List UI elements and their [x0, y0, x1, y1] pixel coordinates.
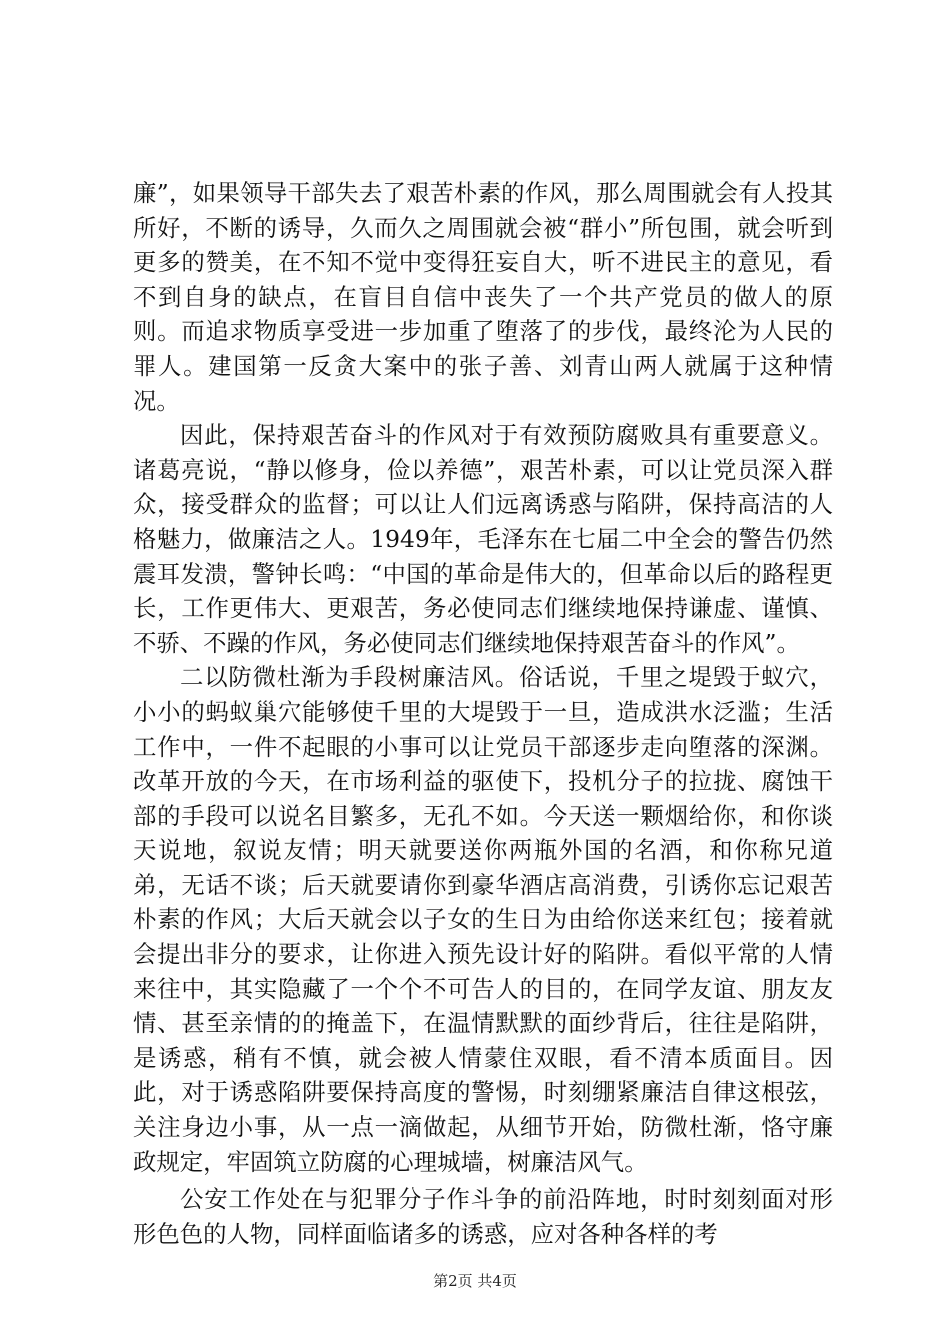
document-body [133, 176, 833, 1251]
paragraph-2: 因此，保持艰苦奋斗的作风对于有效预防腐败具有重要意义。诸葛亮说，“静以修身，俭以养德”，艰苦朴素，可以让党员深入群众，接受群众的监督；可以让人们远离诱惑与陷阱，保持高洁的人格魅力，做廉洁之人。1949年，毛泽东在七届二中全会的警告仍然震耳发溃，警钟长鸣：“中国的革命是伟大的，但革命以后的路程更长，工作更伟大、更艰苦，务必使同志们继续地保持谦虚、谨慎、不骄、不躁的作风，务必使同志们继续地保持艰苦奋斗的作风”。 [133, 421, 833, 657]
paragraph-4: 公安工作处在与犯罪分子作斗争的前沿阵地，时时刻刻面对形形色色的人物，同样面临诸多的诱惑，应对各种各样的考 [133, 1185, 833, 1248]
page-footer: 第2页 共4页 [433, 1272, 517, 1290]
paragraph-1: 廉”，如果领导干部失去了艰苦朴素的作风，那么周围就会有人投其所好，不断的诱导，久而久之周围就会被“群小”所包围，就会听到更多的赞美，在不知不觉中变得狂妄自大，听不进民主的意见，看不到自身的缺点，在盲目自信中丧失了一个共产党员的做人的原则。而追求物质享受进一步加重了堕落了的步伐，最终沦为人民的罪人。建国第一反贪大案中的张子善、刘青山两人就属于这种情况。 [133, 179, 833, 415]
paragraph-3: 二以防微杜渐为手段树廉洁风。俗话说，千里之堤毁于蚁穴，小小的蚂蚁巢穴能够使千里的大堤毁于一旦，造成洪水泛滥；生活工作中，一件不起眼的小事可以让党员干部逐步走向堕落的深渊。改革开放的今天，在市场利益的驱使下，投机分子的拉拢、腐蚀干部的手段可以说名目繁多，无孔不如。今天送一颗烟给你，和你谈天说地，叙说友情；明天就要送你两瓶外国的名酒，和你称兄道弟，无话不谈；后天就要请你到豪华酒店高消费，引诱你忘记艰苦朴素的作风；大后天就会以子女的生日为由给你送来红包；接着就会提出非分的要求，让你进入预先设计好的陷阱。看似平常的人情来往中，其实隐藏了一个个不可告人的目的，在同学友谊、朋友友情、甚至亲情的的掩盖下，在温情默默的面纱背后，往往是陷阱，是诱惑，稍有不慎，就会被人情蒙住双眼，看不清本质面目。因此，对于诱惑陷阱要保持高度的警惕，时刻绷紧廉洁自律这根弦，关注身边小事，从一点一滴做起，从细节开始，防微杜渐，恪守廉政规定，牢固筑立防腐的心理城墙，树廉洁风气。 [133, 663, 833, 1176]
